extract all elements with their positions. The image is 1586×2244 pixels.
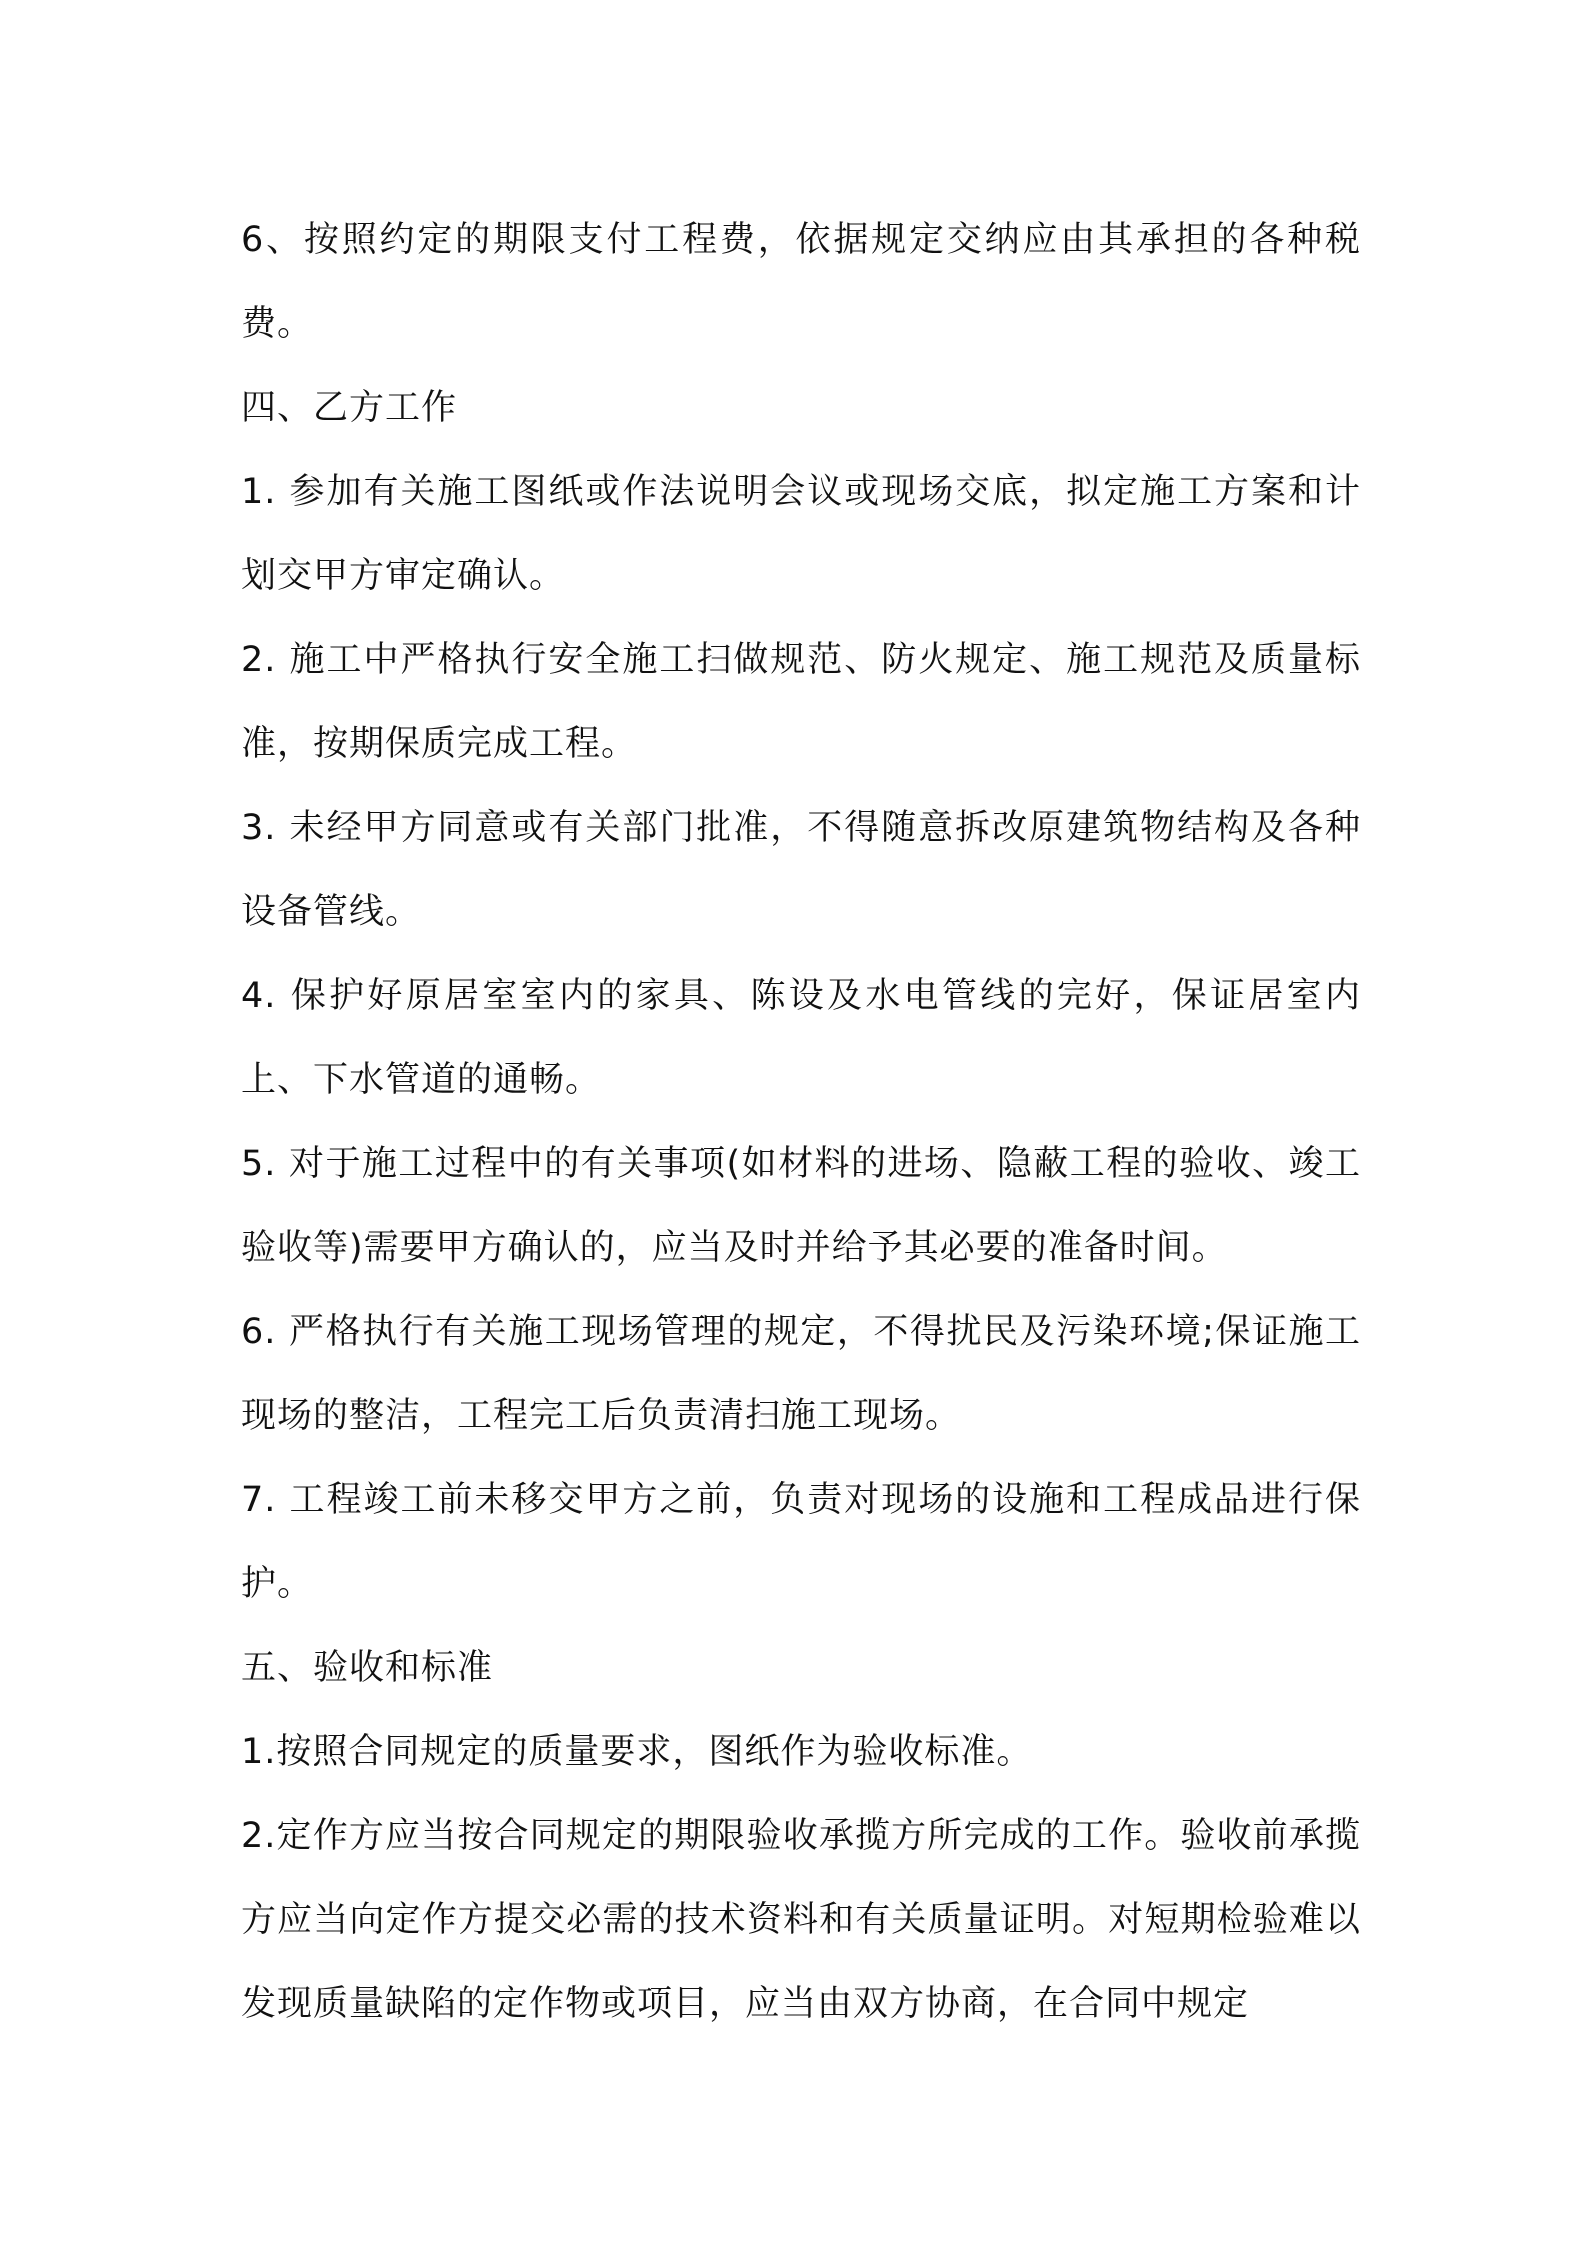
paragraph-item-6: 6. 严格执行有关施工现场管理的规定，不得扰民及污染环境;保证施工现场的整洁，工程完工后负责清扫施工现场。 xyxy=(241,1312,1361,1436)
document-body xyxy=(241,198,1361,2046)
paragraph-item-2: 2. 施工中严格执行安全施工扫做规范、防火规定、施工规范及质量标准，按期保质完成工程。 xyxy=(241,640,1361,764)
paragraph-item-5: 5. 对于施工过程中的有关事项(如材料的进场、隐蔽工程的验收、竣工验收等)需要甲方确认的，应当及时并给予其必要的准备时间。 xyxy=(241,1144,1361,1268)
section-heading-acceptance-standards: 五、验收和标准 xyxy=(241,1648,494,1688)
paragraph-acceptance-2: 2.定作方应当按合同规定的期限验收承揽方所完成的工作。验收前承揽方应当向定作方提交必需的技术资料和有关质量证明。对短期检验难以发现质量缺陷的定作物或项目，应当由双方协商，在合同中规定 xyxy=(241,1816,1361,2024)
section-heading-party-b-work: 四、乙方工作 xyxy=(241,388,458,428)
paragraph-payment-taxes: 6、按照约定的期限支付工程费，依据规定交纳应由其承担的各种税费。 xyxy=(241,220,1361,344)
paragraph-item-3: 3. 未经甲方同意或有关部门批准，不得随意拆改原建筑物结构及各种设备管线。 xyxy=(241,808,1361,932)
paragraph-acceptance-1: 1.按照合同规定的质量要求，图纸作为验收标准。 xyxy=(241,1732,1033,1772)
paragraph-item-1: 1. 参加有关施工图纸或作法说明会议或现场交底，拟定施工方案和计划交甲方审定确认。 xyxy=(241,472,1361,596)
paragraph-item-4: 4. 保护好原居室室内的家具、陈设及水电管线的完好，保证居室内上、下水管道的通畅。 xyxy=(241,976,1361,1100)
paragraph-item-7: 7. 工程竣工前未移交甲方之前，负责对现场的设施和工程成品进行保护。 xyxy=(241,1480,1361,1604)
